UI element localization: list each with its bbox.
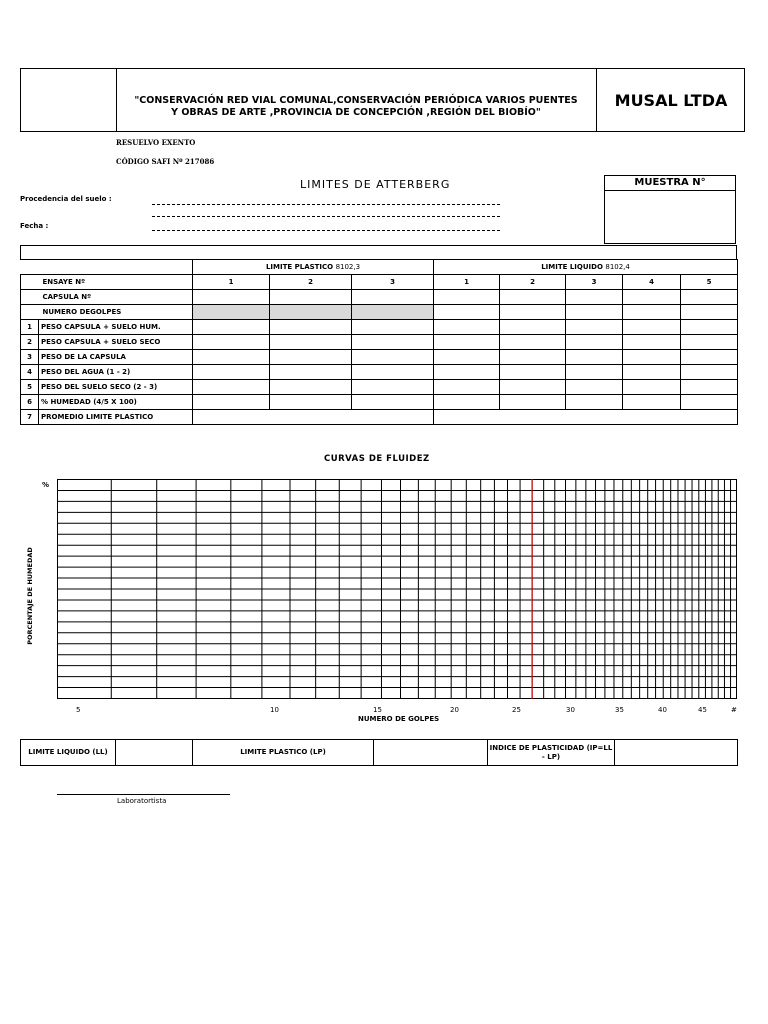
capsula-label: CAPSULA Nº: [39, 290, 193, 305]
procedencia-label: Procedencia del suelo :: [20, 195, 112, 203]
cell-disabled: [270, 305, 352, 320]
cell[interactable]: [193, 290, 270, 305]
company-name: MUSAL LTDA: [596, 69, 745, 131]
cell[interactable]: [500, 305, 566, 320]
ensaye-row: [21, 275, 738, 290]
cell[interactable]: [500, 335, 566, 350]
ll-col-3: 3: [566, 275, 623, 290]
lp-result-label: LIMITE PLASTICO (LP): [193, 740, 374, 766]
cell-disabled: [193, 305, 270, 320]
cell[interactable]: [500, 290, 566, 305]
cell[interactable]: [270, 380, 352, 395]
golpes-row: [21, 305, 738, 320]
cell[interactable]: [434, 320, 500, 335]
row-number: 3: [21, 350, 39, 365]
lp-col-2: 2: [270, 275, 352, 290]
cell[interactable]: [193, 365, 270, 380]
cell[interactable]: [623, 290, 681, 305]
cell[interactable]: [623, 395, 681, 410]
cell-disabled: [352, 305, 434, 320]
x-axis-label: NUMERO DE GOLPES: [358, 715, 440, 723]
cell[interactable]: [623, 365, 681, 380]
lp-result-value[interactable]: [374, 740, 488, 766]
ll-col-5: 5: [681, 275, 738, 290]
lp-average-cell[interactable]: [193, 410, 434, 425]
ll-result-value[interactable]: [116, 740, 193, 766]
ensaye-label: ENSAYE Nº: [39, 275, 193, 290]
lp-code: 8102,3: [335, 263, 361, 271]
cell[interactable]: [352, 395, 434, 410]
resuelvo-text: RESUELVO EXENTO: [116, 138, 196, 147]
cell[interactable]: [434, 305, 500, 320]
cell[interactable]: [270, 290, 352, 305]
x-tick: 45: [698, 706, 707, 714]
cell[interactable]: [193, 395, 270, 410]
cell[interactable]: [566, 395, 623, 410]
cell[interactable]: [352, 350, 434, 365]
cell[interactable]: [352, 365, 434, 380]
golpes-label: NUMERO DEGOLPES: [39, 305, 193, 320]
muestra-label: MUESTRA N°: [605, 176, 735, 191]
cell[interactable]: [681, 335, 738, 350]
cell[interactable]: [566, 290, 623, 305]
lp-title: LIMITE PLASTICO: [265, 263, 334, 271]
cell[interactable]: [352, 320, 434, 335]
ll-col-4: 4: [623, 275, 681, 290]
codigo-text: CÓDIGO SAFI Nº 217086: [116, 157, 215, 166]
x-tick: 30: [566, 706, 575, 714]
row-label: PESO CAPSULA + SUELO SECO: [39, 335, 193, 350]
cell[interactable]: [681, 290, 738, 305]
cell[interactable]: [193, 335, 270, 350]
signature-label: Laboratortista: [117, 797, 167, 805]
cell[interactable]: [500, 395, 566, 410]
ll-col-2: 2: [500, 275, 566, 290]
procedencia-line-1[interactable]: [152, 204, 500, 205]
cell[interactable]: [681, 350, 738, 365]
cell[interactable]: [623, 380, 681, 395]
logo-cell: [21, 69, 117, 131]
cell[interactable]: [500, 380, 566, 395]
lp-col-1: 1: [193, 275, 270, 290]
results-table: [20, 739, 738, 766]
cell[interactable]: [270, 320, 352, 335]
y-unit: %: [42, 481, 50, 489]
ll-col-1: 1: [434, 275, 500, 290]
cell[interactable]: [270, 365, 352, 380]
cell[interactable]: [566, 365, 623, 380]
x-tick: #: [731, 706, 737, 714]
cell[interactable]: [566, 335, 623, 350]
cell[interactable]: [434, 335, 500, 350]
cell[interactable]: [566, 320, 623, 335]
atterberg-table: [20, 259, 738, 425]
row-number: 5: [21, 380, 39, 395]
x-tick: 40: [658, 706, 667, 714]
row-number: 4: [21, 365, 39, 380]
cell[interactable]: [681, 305, 738, 320]
table-row: [21, 365, 738, 380]
project-title: [117, 95, 595, 119]
table-row: [21, 410, 738, 425]
cell[interactable]: [681, 380, 738, 395]
ll-header: [434, 260, 738, 275]
row-label: PESO DEL AGUA (1 - 2): [39, 365, 193, 380]
cell[interactable]: [681, 365, 738, 380]
procedencia-line-2[interactable]: [152, 216, 500, 217]
cell[interactable]: [434, 350, 500, 365]
x-tick: 10: [270, 706, 279, 714]
row-label: PESO DE LA CAPSULA: [39, 350, 193, 365]
row-number: 2: [21, 335, 39, 350]
cell[interactable]: [434, 365, 500, 380]
cell[interactable]: [434, 380, 500, 395]
table-row: [21, 320, 738, 335]
cell[interactable]: [681, 395, 738, 410]
lp-header: [193, 260, 434, 275]
muestra-box[interactable]: [604, 175, 736, 244]
row-label: PROMEDIO LIMITE PLASTICO: [39, 410, 193, 425]
table-row: [21, 350, 738, 365]
cell[interactable]: [270, 395, 352, 410]
cell[interactable]: [193, 320, 270, 335]
signature-line[interactable]: [57, 794, 230, 795]
table-row: [21, 380, 738, 395]
fluidez-grid[interactable]: [57, 479, 737, 699]
fecha-label: Fecha :: [20, 222, 49, 230]
cell[interactable]: [623, 350, 681, 365]
header-box: [20, 68, 745, 132]
chart-title: CURVAS DE FLUIDEZ: [324, 454, 430, 464]
lp-col-3: 3: [352, 275, 434, 290]
ll-title: LIMITE LIQUIDO: [541, 263, 603, 271]
y-axis-label: PORCENTAJE DE HUMEDAD: [26, 547, 34, 645]
cell[interactable]: [623, 335, 681, 350]
x-tick: 20: [450, 706, 459, 714]
fecha-line[interactable]: [152, 230, 500, 231]
capsula-row: [21, 290, 738, 305]
cell[interactable]: [352, 290, 434, 305]
cell[interactable]: [500, 365, 566, 380]
row-label: % HUMEDAD (4/5 X 100): [39, 395, 193, 410]
row-label: PESO CAPSULA + SUELO HUM.: [39, 320, 193, 335]
cell[interactable]: [193, 380, 270, 395]
project-title-line1: "CONSERVACIÓN RED VIAL COMUNAL,CONSERVACIÓN PERIÓDICA VARIOS PUENTES: [134, 95, 578, 106]
cell[interactable]: [566, 350, 623, 365]
cell[interactable]: [623, 305, 681, 320]
cell[interactable]: [623, 320, 681, 335]
blank-row: [20, 245, 737, 260]
form-title: LIMITES DE ATTERBERG: [300, 178, 451, 191]
x-tick: 5: [76, 706, 81, 714]
cell[interactable]: [193, 350, 270, 365]
cell[interactable]: [434, 395, 500, 410]
x-tick: 25: [512, 706, 521, 714]
ll-result-label: LIMITE LIQUIDO (LL): [21, 740, 116, 766]
table-row: [21, 395, 738, 410]
cell[interactable]: [566, 305, 623, 320]
ll-code: 8102,4: [605, 263, 630, 271]
cell[interactable]: [681, 320, 738, 335]
cell[interactable]: [500, 350, 566, 365]
ip-result-value[interactable]: [615, 740, 738, 766]
cell[interactable]: [566, 380, 623, 395]
ll-average-cell[interactable]: [434, 410, 738, 425]
cell[interactable]: [352, 380, 434, 395]
project-title-line2: Y OBRAS DE ARTE ,PROVINCIA DE CONCEPCIÓN ,REGIÓN DEL BIOBÍO": [171, 107, 541, 118]
row-number: 7: [21, 410, 39, 425]
cell[interactable]: [500, 320, 566, 335]
table-row: [21, 335, 738, 350]
x-tick: 15: [373, 706, 382, 714]
x-tick: 35: [615, 706, 624, 714]
row-label: PESO DEL SUELO SECO (2 - 3): [39, 380, 193, 395]
cell[interactable]: [434, 290, 500, 305]
cell[interactable]: [270, 335, 352, 350]
cell[interactable]: [352, 335, 434, 350]
cell[interactable]: [270, 350, 352, 365]
row-number: 6: [21, 395, 39, 410]
row-number: 1: [21, 320, 39, 335]
ip-result-label: INDICE DE PLASTICIDAD (IP=LL - LP): [488, 740, 615, 766]
